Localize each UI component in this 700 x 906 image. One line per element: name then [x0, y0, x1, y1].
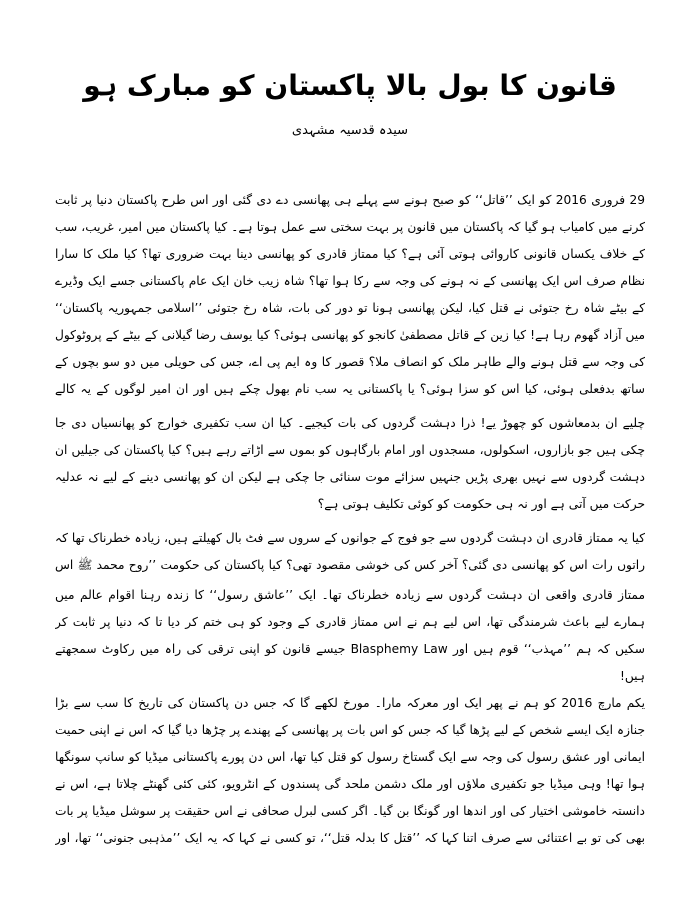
article-author: سیدہ قدسیہ مشہدی: [291, 123, 409, 138]
article-paragraph-3: کیا یہ ممتاز قادری ان دہشت گردوں سے جو فوج کے جوانوں کے سروں سے فٹ بال کھیلتے ہیں، زیادہ خطرناک تھا کہ راتوں رات اس کو پھانسی دی گئی؟ آخر کس کی خوشی مقصود تھی؟ کیا پاکستان کی حکومت ’’روح محمد ﷺ اس: [55, 531, 645, 572]
article-title: قانون کا بول بالا پاکستان کو مبارک ہو: [83, 69, 617, 102]
article-paragraph-2: چلیے ان بدمعاشوں کو چھوڑ یے! ذرا دہشت گردوں کی بات کیجیے۔ کیا ان سب تکفیری خوارج کو پھانسیاں دی جا چکی ہیں جو بازاروں، اسکولوں، مسجدوں اور امام بارگاہوں کو بموں سے اڑاتے رہے ہیں؟ کیا پاکستان کی جیلیں ان دہشت گردوں سے نہیں بھری پڑیں جنہیں سزائے موت سنائی جا چکی ہے لیکن ان کو پھانسی دینے کے لیے نہ عدلیہ حرکت میں آتی ہے اور نہ ہی حکومت کو کوئی تکلیف ہوتی ہے؟: [55, 416, 645, 511]
article-paragraph-1: 29 فروری 2016 کو ایک ’’قاتل‘‘ کو صبح ہونے سے پہلے ہی پھانسی دے دی گئی اور اس طرح پاکستان دنیا پر ثابت کرنے میں کامیاب ہو گیا کہ پاکستان میں قانون پر بہت سختی سے عمل ہوتا ہے۔ کیا پاکستان میں امیر، غریب، سب کے خلاف یکساں قانونی کاروائی ہوتی آئی ہے؟ کیا ممتاز قادری کو پھانسی دینا بہت ضروری تھا؟ کیا ملک کا سارا نظام صرف اس ایک پھانسی کے نہ ہونے کی وجہ سے رکا ہوا تھا؟ شاہ زیب خان ایک عام پاکستانی جسے ایک وڈیرے کے بیٹے شاہ رخ جتوئی نے قتل کیا، لیکن پھانسی ہونا تو دور کی بات، شاہ رخ جتوئی ’’اسلامی جمہوریہ پاکستان‘‘ میں آزاد گھوم رہا ہے! کیا زین کے قاتل مصطفیٰ کانجو کو پھانسی ہوئی؟ کیا یوسف رضا گیلانی کے بیٹے کے پروٹوکول کی وجہ سے قتل ہونے والے طاہر ملک کو انصاف ملا؟ قصور کا وہ ایم پی اے، جس کی حویلی میں دو سو بچوں کے ساتھ بدفعلی ہوئی، کیا اس کو سزا ہوئی؟ یا پاکستانی یہ سب نام بھول چکے ہیں اور ان امیر لوگوں کے یہ کالے: [55, 193, 645, 396]
article-paragraph-5: یکم مارچ 2016 کو ہم نے پھر ایک اور معرکہ مارا۔ مورخ لکھے گا کہ جس دن پاکستان کی تاریخ کا سب سے بڑا جنازہ ایک ایسے شخص کے لیے پڑھا گیا کہ جس کو اس بات پر پھانسی کے پھندے پر چڑھا دیا گیا کہ اس نے اپنی حمیت ایمانی اور عشق رسول کی وجہ سے ایک گستاخ رسول کو قتل کیا تھا، اس دن پورے پاکستانی میڈیا کو سانپ سونگھا ہوا تھا! وہی میڈیا جو تکفیری ملاؤں اور ملک دشمن ملحد گی پسندوں کے انٹرویو، کئی کئی گھنٹے چلاتا ہے، اس نے دانستہ خاموشی اختیار کی اور اندھا اور گونگا بن گیا۔ اگر کسی لبرل صحافی نے اس حقیقت پر سوشل میڈیا پر بات بھی کی تو بے اعتنائی سے صرف اتنا کہا کہ ’’قتل کا بدلہ قتل‘‘، تو کسی نے کہا کہ یہ ایک ’’مذہبی جنونی‘‘ تھا، اور: [55, 696, 645, 845]
article-paragraph-4: ممتاز قادری واقعی ان دہشت گردوں سے زیادہ خطرناک تھا۔ ایک ’’عاشق رسول‘‘ کا زندہ رہنا اقوام عالم میں ہمارے لیے باعث شرمندگی تھا، اس لیے ہم نے اس ممتاز قادری کے وجود کو ہی ختم کر دیا تا کہ دنیا پر ثابت کر سکیں کہ ہم ’’مہذب‘‘ قوم ہیں اور Blasphemy Law جیسے قانون کو اپنی ترقی کی راہ میں رکاوٹ سمجھتے ہیں!: [55, 588, 645, 683]
